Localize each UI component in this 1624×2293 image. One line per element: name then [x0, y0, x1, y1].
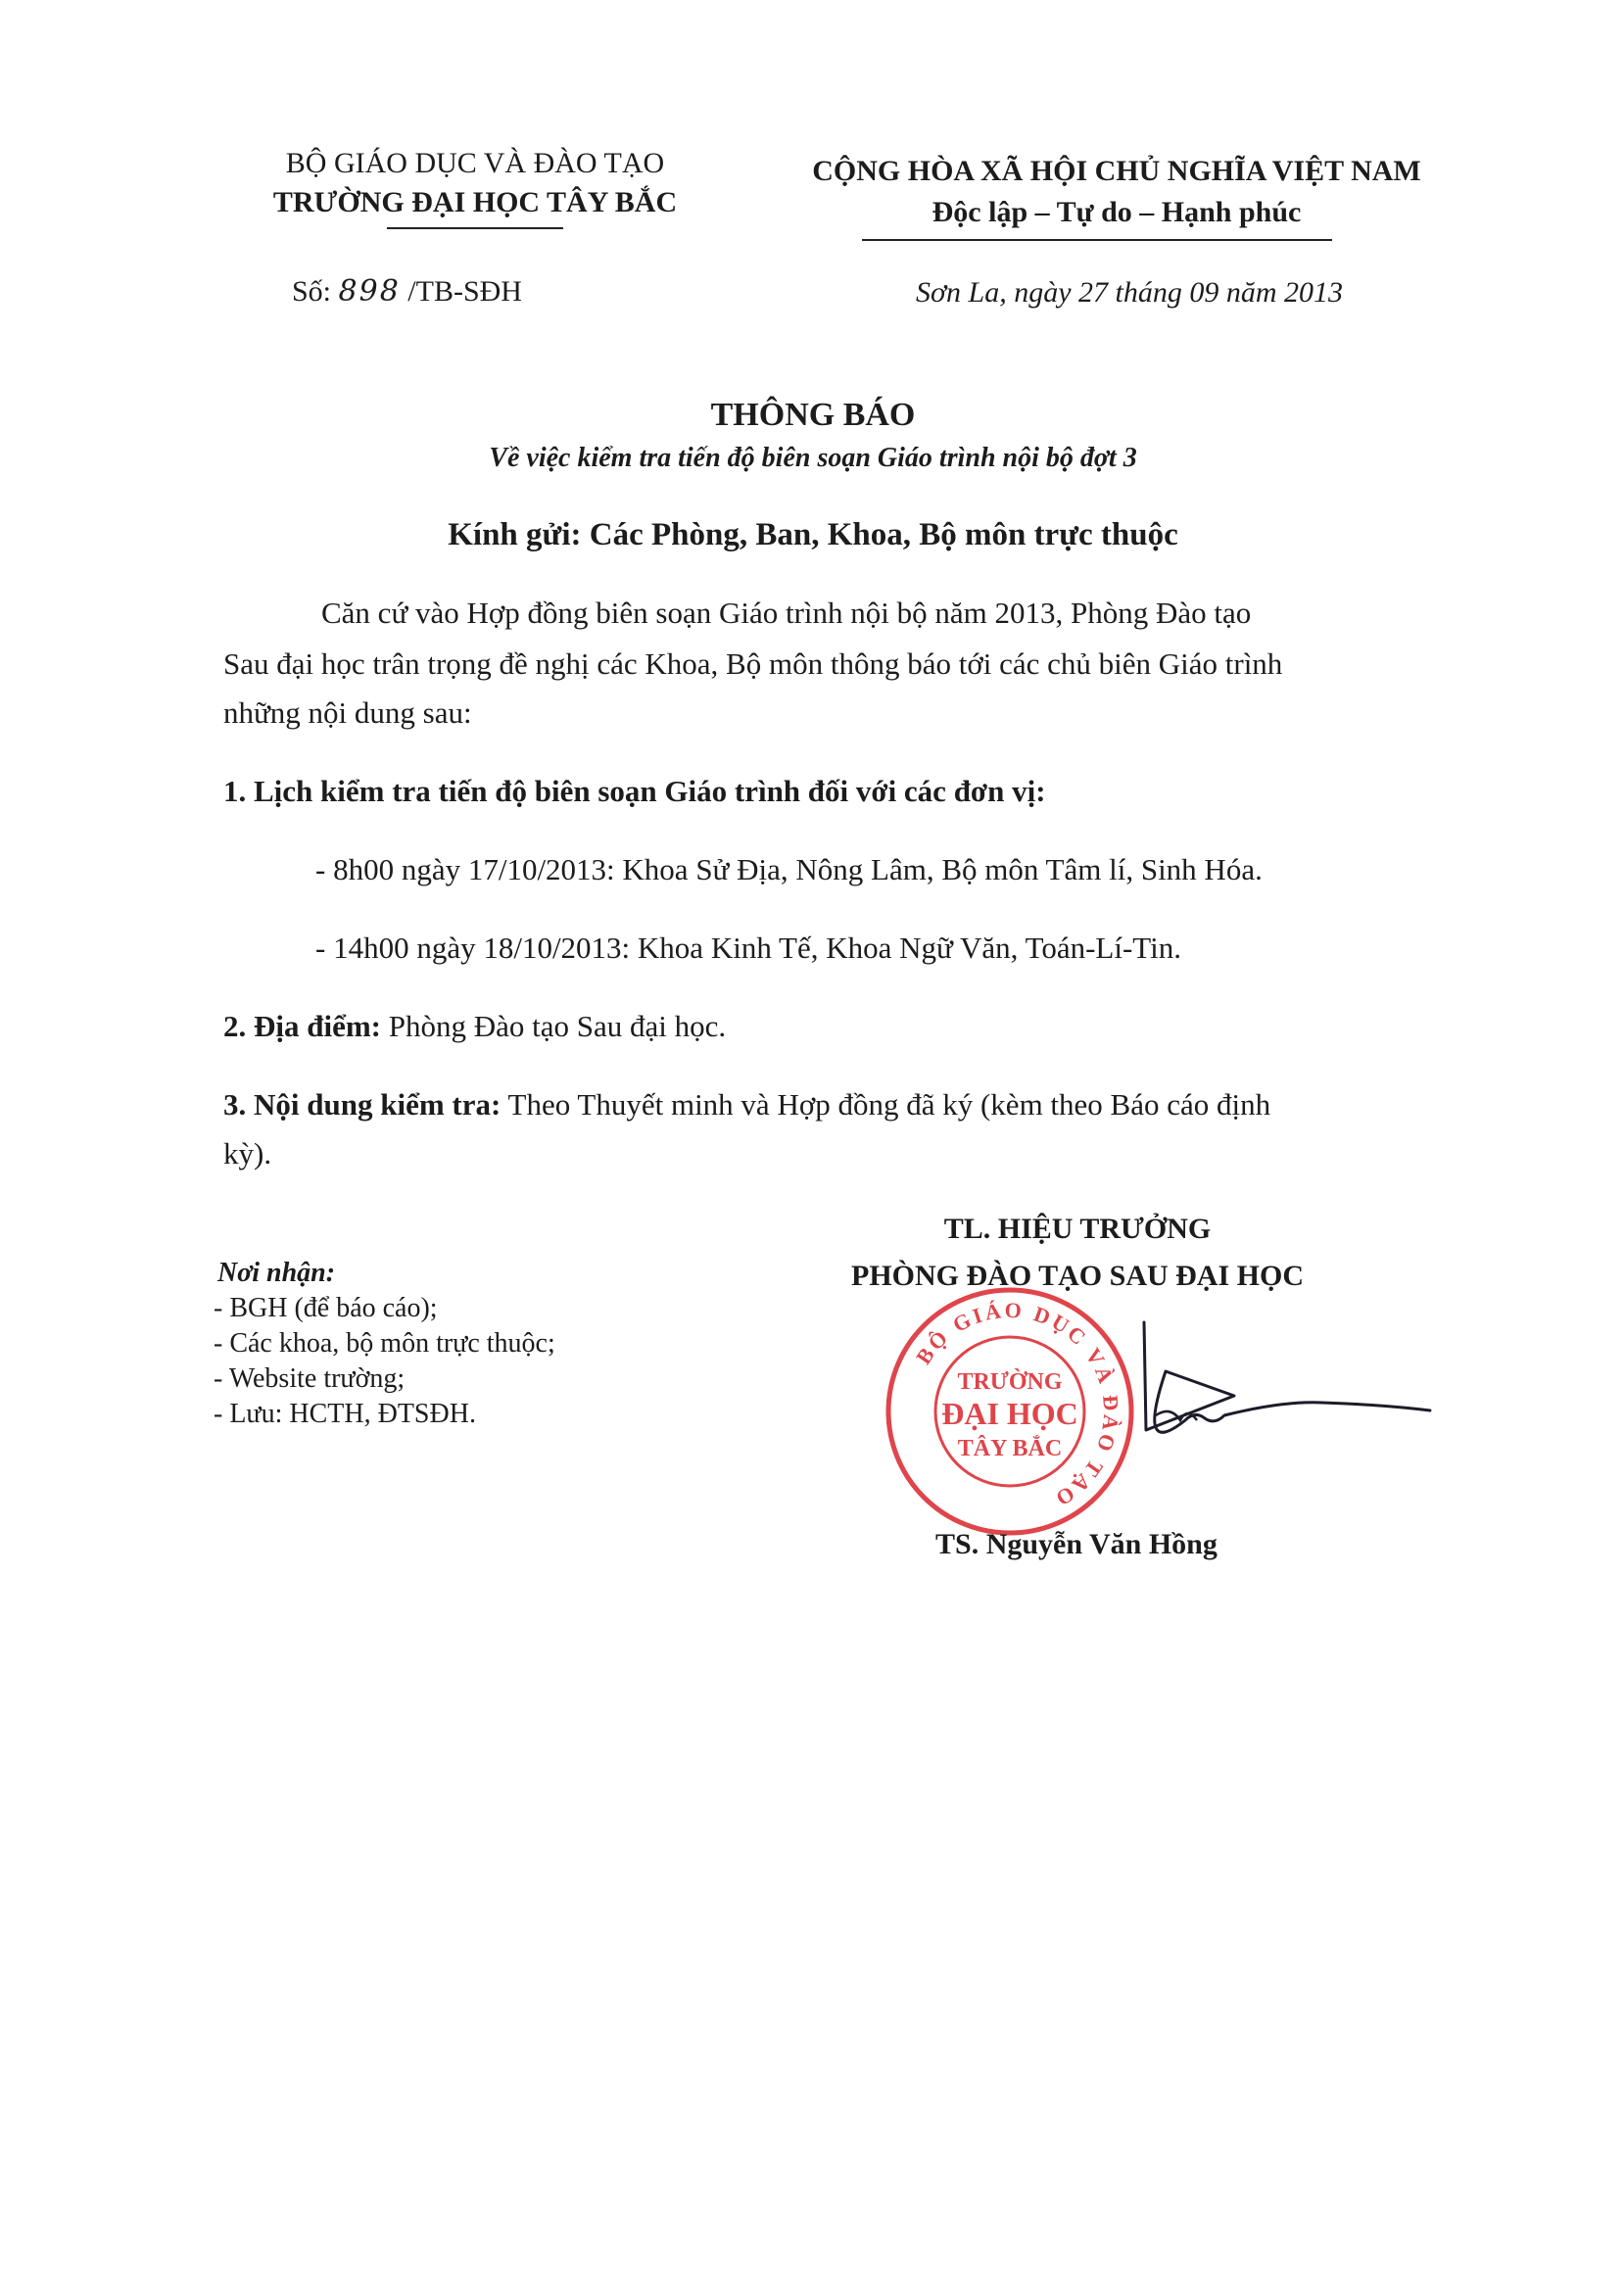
- document-title: THÔNG BÁO: [710, 397, 916, 433]
- recipients-list-item: - BGH (để báo cáo);: [214, 1293, 438, 1323]
- university-name: TRƯỜNG ĐẠI HỌC TÂY BẮC: [272, 186, 678, 218]
- signature-line-1: TL. HIỆU TRƯỞNG: [943, 1213, 1212, 1245]
- schedule-item: - 14h00 ngày 18/10/2013: Khoa Kinh Tế, Khoa Ngữ Văn, Toán-Lí-Tin.: [315, 931, 1181, 965]
- motto-underline: [862, 239, 1332, 241]
- stamp-inner-line-1: TRƯỜNG: [957, 1369, 1063, 1395]
- university-stamp: [882, 1283, 1138, 1540]
- section-2-label: 2. Địa điểm:: [223, 1009, 382, 1043]
- recipients-list-item: - Website trường;: [214, 1363, 406, 1394]
- motto: Độc lập – Tự do – Hạnh phúc: [931, 196, 1302, 228]
- section-3-text: Theo Thuyết minh và Hợp đồng đã ký (kèm theo Báo cáo định: [501, 1087, 1271, 1122]
- ref-suffix: /TB-SĐH: [407, 275, 522, 308]
- republic-name: CỘNG HÒA XÃ HỘI CHỦ NGHĨA VIỆT NAM: [812, 155, 1421, 187]
- section-3: [223, 1087, 1270, 1123]
- recipients-salutation: Kính gửi: Các Phòng, Ban, Khoa, Bộ môn trực thuộc: [448, 517, 1178, 552]
- reference-number: [292, 274, 522, 309]
- ministry-name: BỘ GIÁO DỤC VÀ ĐÀO TẠO: [285, 147, 665, 179]
- section-2-text: Phòng Đào tạo Sau đại học.: [381, 1009, 727, 1043]
- recipients-list-item: - Các khoa, bộ môn trực thuộc;: [214, 1328, 555, 1359]
- signature-line-2: PHÒNG ĐÀO TẠO SAU ĐẠI HỌC: [851, 1260, 1304, 1292]
- section-3-label: 3. Nội dung kiểm tra:: [223, 1087, 502, 1122]
- recipients-list-item: - Lưu: HCTH, ĐTSĐH.: [214, 1399, 476, 1429]
- intro-line-1: Căn cứ vào Hợp đồng biên soạn Giáo trình nội bộ năm 2013, Phòng Đào tạo: [321, 596, 1252, 630]
- ref-prefix: Số:: [292, 275, 332, 308]
- stamp-inner-line-3: TÂY BẮC: [957, 1436, 1063, 1461]
- recipients-list-title: Nơi nhận:: [217, 1258, 336, 1288]
- stamp-inner-line-2: ĐẠI HỌC: [941, 1396, 1078, 1431]
- signer-name: TS. Nguyễn Văn Hồng: [935, 1528, 1218, 1560]
- intro-line-3: những nội dung sau:: [223, 695, 472, 730]
- section-3-continuation: kỳ).: [223, 1136, 272, 1170]
- stamp-ring-text: BỘ GIÁO DỤC VÀ ĐÀO TẠO: [910, 1297, 1124, 1513]
- schedule-item: - 8h00 ngày 17/10/2013: Khoa Sử Địa, Nông Lâm, Bộ môn Tâm lí, Sinh Hóa.: [315, 852, 1263, 886]
- section-1-title: 1. Lịch kiểm tra tiến độ biên soạn Giáo trình đối với các đơn vị:: [223, 774, 1046, 808]
- handwritten-signature: [1126, 1313, 1440, 1508]
- section-2: [223, 1009, 726, 1044]
- ref-number-handwritten: 898: [338, 274, 401, 309]
- intro-line-2: Sau đại học trân trọng đề nghị các Khoa, Bộ môn thông báo tới các chủ biên Giáo trình: [223, 646, 1283, 681]
- university-underline: [387, 227, 563, 229]
- place-date: Sơn La, ngày 27 tháng 09 năm 2013: [916, 276, 1344, 309]
- document-subtitle: Về việc kiểm tra tiến độ biên soạn Giáo trình nội bộ đợt 3: [489, 443, 1137, 473]
